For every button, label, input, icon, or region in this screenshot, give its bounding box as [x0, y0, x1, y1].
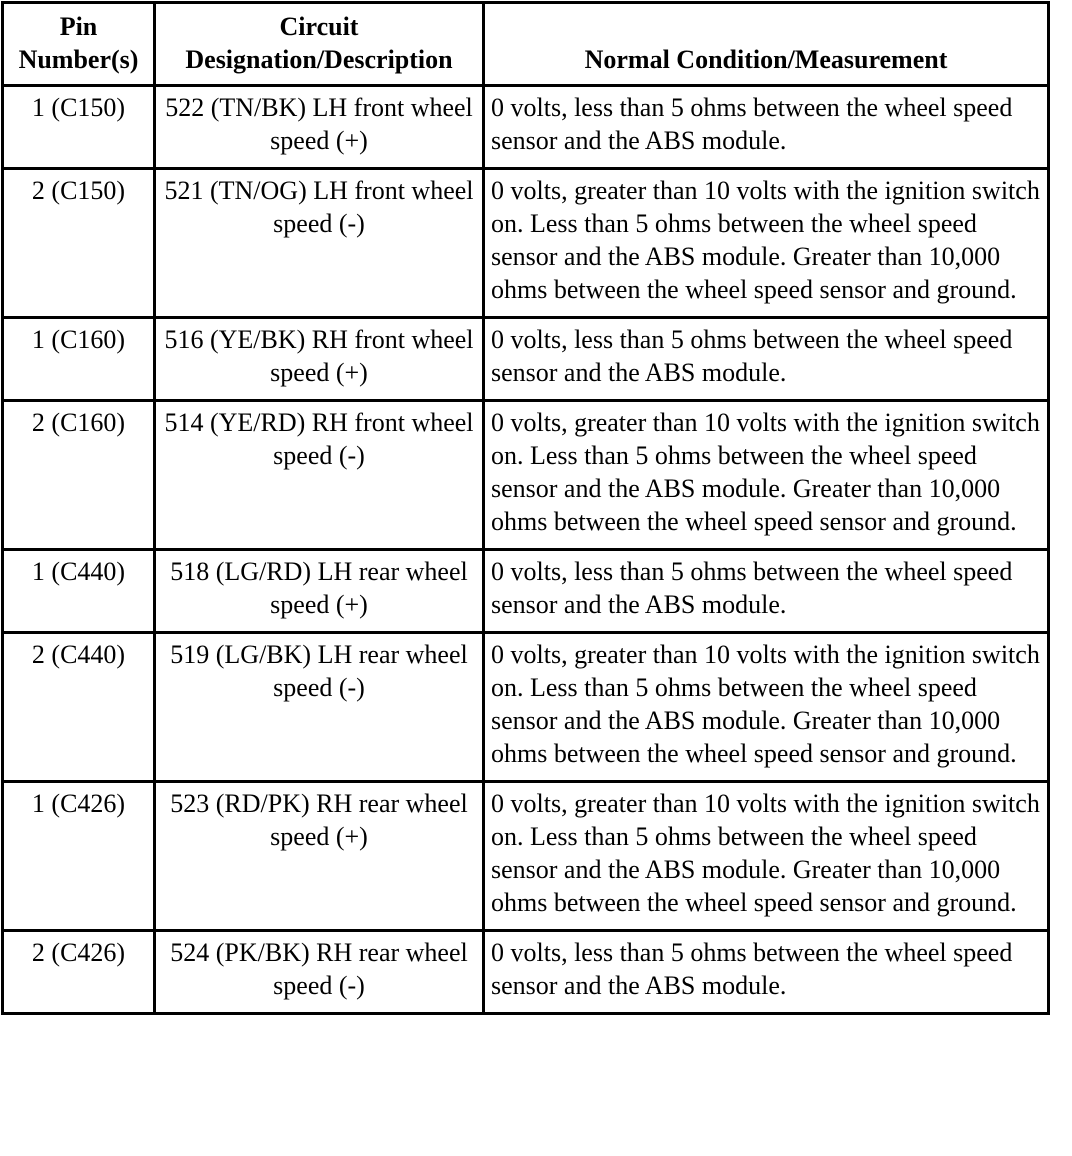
circuit-cell: 524 (PK/BK) RH rear wheel speed (-) [155, 931, 484, 1014]
circuit-cell: 523 (RD/PK) RH rear wheel speed (+) [155, 782, 484, 931]
circuit-cell: 521 (TN/OG) LH front wheel speed (-) [155, 169, 484, 318]
circuit-cell: 518 (LG/RD) LH rear wheel speed (+) [155, 550, 484, 633]
pin-cell: 1 (C150) [3, 86, 155, 169]
header-pin-numbers: Pin Number(s) [3, 3, 155, 86]
pin-cell: 2 (C426) [3, 931, 155, 1014]
pin-cell: 2 (C150) [3, 169, 155, 318]
table-row [3, 931, 1049, 1014]
pin-cell: 1 (C160) [3, 318, 155, 401]
header-normal-condition: Normal Condition/Measurement [484, 3, 1049, 86]
measurement-cell: 0 volts, less than 5 ohms between the wheel speed sensor and the ABS module. [484, 550, 1049, 633]
table-row [3, 86, 1049, 169]
pin-cell: 1 (C426) [3, 782, 155, 931]
table-row [3, 401, 1049, 550]
measurement-cell: 0 volts, less than 5 ohms between the wheel speed sensor and the ABS module. [484, 86, 1049, 169]
pin-cell: 2 (C160) [3, 401, 155, 550]
measurement-cell: 0 volts, greater than 10 volts with the ignition switch on. Less than 5 ohms between the wheel speed sensor and the ABS module. Greater than 10,000 ohms between the wheel speed sensor and ground. [484, 401, 1049, 550]
measurement-cell: 0 volts, less than 5 ohms between the wheel speed sensor and the ABS module. [484, 318, 1049, 401]
pin-table-container [1, 1, 1047, 1015]
circuit-cell: 519 (LG/BK) LH rear wheel speed (-) [155, 633, 484, 782]
pin-table [1, 1, 1050, 1015]
measurement-cell: 0 volts, greater than 10 volts with the ignition switch on. Less than 5 ohms between the wheel speed sensor and the ABS module. Greater than 10,000 ohms between the wheel speed sensor and ground. [484, 633, 1049, 782]
table-row [3, 633, 1049, 782]
table-row [3, 782, 1049, 931]
table-row [3, 550, 1049, 633]
table-row [3, 169, 1049, 318]
circuit-cell: 522 (TN/BK) LH front wheel speed (+) [155, 86, 484, 169]
table-row [3, 318, 1049, 401]
header-circuit-designation: Circuit Designation/Description [155, 3, 484, 86]
circuit-cell: 514 (YE/RD) RH front wheel speed (-) [155, 401, 484, 550]
pin-cell: 2 (C440) [3, 633, 155, 782]
measurement-cell: 0 volts, greater than 10 volts with the ignition switch on. Less than 5 ohms between the wheel speed sensor and the ABS module. Greater than 10,000 ohms between the wheel speed sensor and ground. [484, 782, 1049, 931]
measurement-cell: 0 volts, less than 5 ohms between the wheel speed sensor and the ABS module. [484, 931, 1049, 1014]
table-header-row [3, 3, 1049, 86]
measurement-cell: 0 volts, greater than 10 volts with the ignition switch on. Less than 5 ohms between the wheel speed sensor and the ABS module. Greater than 10,000 ohms between the wheel speed sensor and ground. [484, 169, 1049, 318]
circuit-cell: 516 (YE/BK) RH front wheel speed (+) [155, 318, 484, 401]
pin-cell: 1 (C440) [3, 550, 155, 633]
